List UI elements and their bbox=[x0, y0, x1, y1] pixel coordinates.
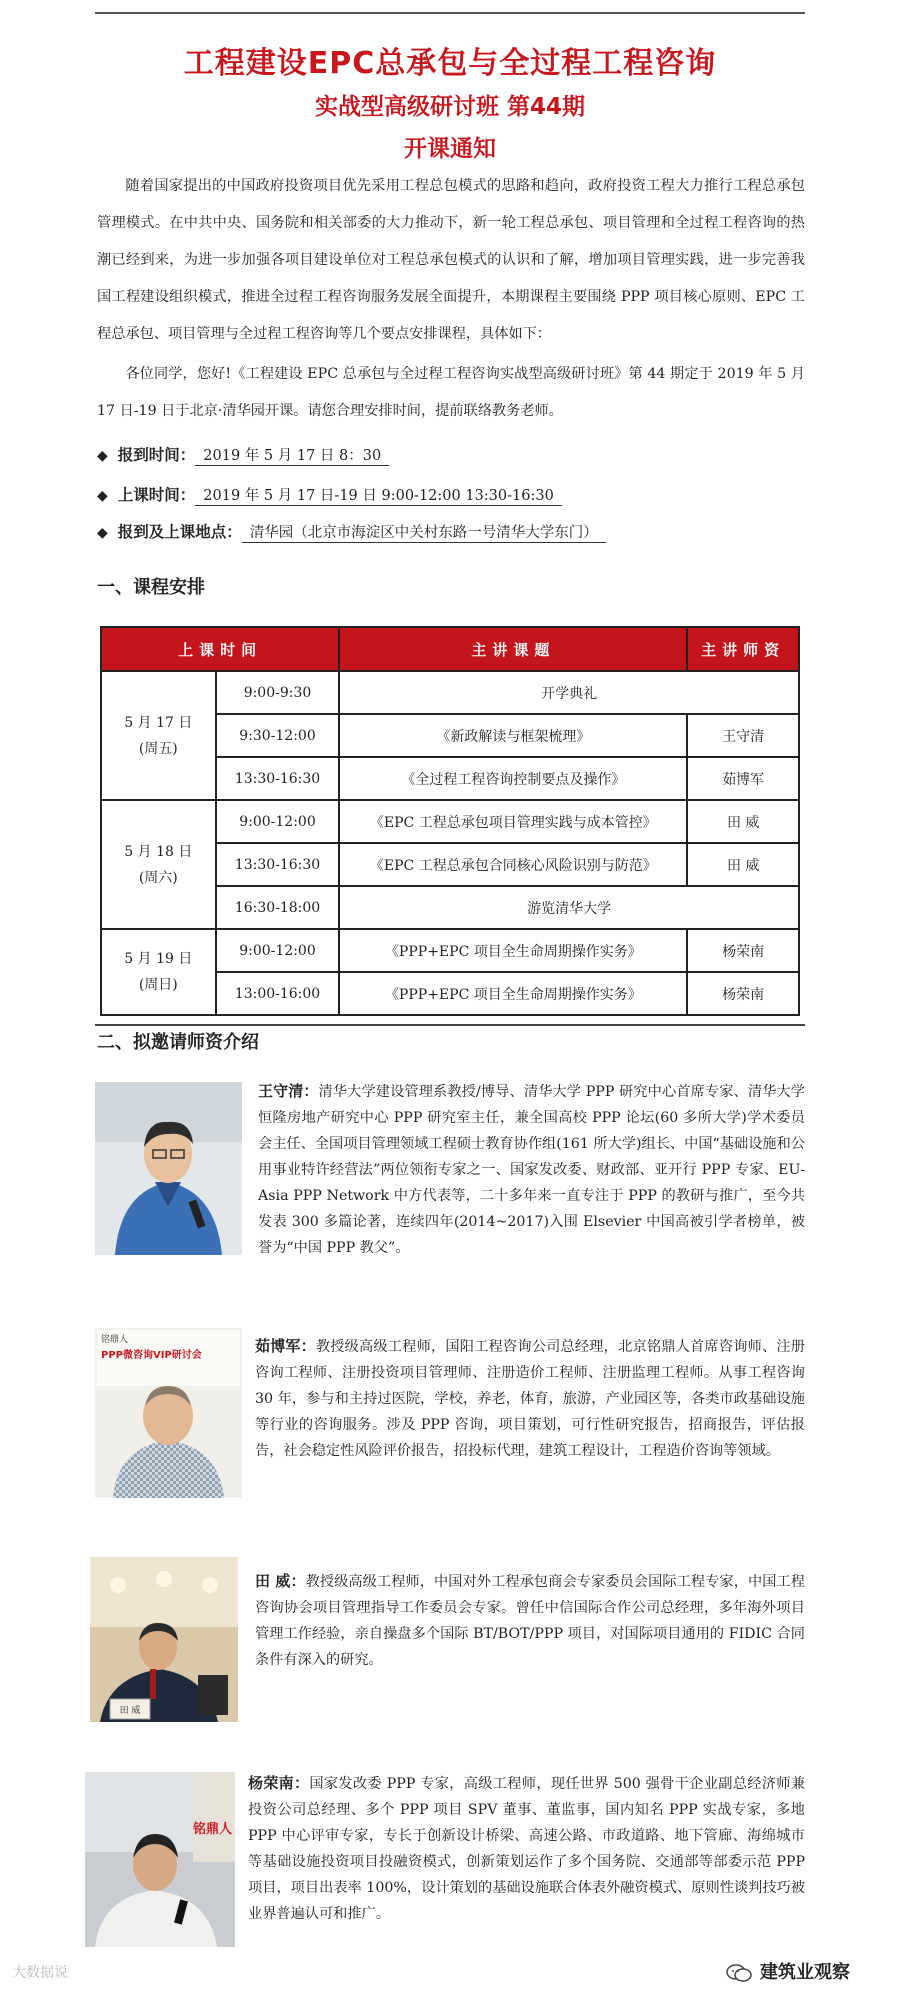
topic-cell: 《EPC 工程总承包合同核心风险识别与防范》 bbox=[339, 843, 687, 886]
header-topic: 主讲课题 bbox=[339, 627, 687, 671]
schedule-table bbox=[100, 626, 800, 1016]
bullet-value: 2019 年 5 月 17 日 8：30 bbox=[195, 448, 389, 466]
wechat-icon bbox=[726, 1964, 752, 1982]
teacher-cell: 杨荣南 bbox=[687, 972, 799, 1015]
time-cell: 13:00-16:00 bbox=[216, 972, 340, 1015]
teacher-name: 王守清： bbox=[258, 1082, 319, 1100]
topic-cell: 游览清华大学 bbox=[339, 886, 799, 929]
photo-sign: 铭鼎人 bbox=[193, 1822, 233, 1837]
day-cell bbox=[101, 800, 216, 929]
teacher-cell: 杨荣南 bbox=[687, 929, 799, 972]
teacher-photo-tian bbox=[90, 1557, 238, 1722]
teacher-bio-wang bbox=[258, 1078, 805, 1261]
teacher-name: 茹博军： bbox=[255, 1337, 316, 1355]
teacher-bio-tian bbox=[255, 1568, 805, 1673]
photo-sign-main: PPP微咨询VIP研讨会 bbox=[101, 1350, 202, 1361]
time-cell: 16:30-18:00 bbox=[216, 886, 340, 929]
account-name: 建筑业观察 bbox=[760, 1962, 850, 1983]
day-date: 5 月 18 日 bbox=[124, 843, 193, 860]
teacher-bio-text: 国家发改委 PPP 专家，高级工程师，现任世界 500 强骨干企业副总经济师兼投资公司总经理、多个 PPP 项目 SPV 董事、董监事，国内知名 PPP 实战专家，多地 PPP 中心评审专家，专长于创新设计桥梁、高速公路、市政道路、地下管廊、海绵城市等基础设施投资项目投融资模式，创新策划运作了多个国务院、交通部等部委示范 PPP 项目，项目出表率 100%，设计策划的基础设施联合体表外融资模式、原则性谈判技巧被业界普遍认可和推广。 bbox=[248, 1776, 805, 1922]
section-rule bbox=[95, 1024, 805, 1026]
page-subtitle: 实战型高级研讨班 第44期 bbox=[314, 94, 585, 120]
class-time-row bbox=[97, 483, 562, 505]
topic-cell: 《PPP+EPC 项目全生命周期操作实务》 bbox=[339, 929, 687, 972]
time-cell: 13:30-16:30 bbox=[216, 757, 340, 800]
diamond-icon: ◆ bbox=[97, 488, 108, 504]
teacher-bio-ru bbox=[255, 1333, 805, 1464]
teacher-name: 杨荣南： bbox=[248, 1774, 310, 1792]
teacher-bio-text: 教授级高级工程师，国阳工程咨询公司总经理，北京铭鼎人首席咨询师、注册咨询工程师、注册投资项目管理师、注册造价工程师、注册监理工程师。从事工程咨询 30 年，参与和主持过医院，学校，养老，体育，旅游，产业园区等，各类市政基础设施等行业的咨询服务。涉及 PPP 咨询，项目策划，可行性研究报告，招商报告，评估报告，社会稳定性风险评价报告，招投标代理，建筑工程设计，工程造价咨询等领域。 bbox=[255, 1339, 805, 1459]
topic-cell: 《EPC 工程总承包项目管理实践与成本管控》 bbox=[339, 800, 687, 843]
teacher-cell: 茹博军 bbox=[687, 757, 799, 800]
section-title-teachers: 二、拟邀请师资介绍 bbox=[97, 1032, 259, 1053]
watermark-left: 大数据说 bbox=[12, 1965, 68, 1981]
topic-cell: 《新政解读与框架梳理》 bbox=[339, 714, 687, 757]
bullet-label: 报到及上课地点： bbox=[117, 523, 242, 541]
table-header-row bbox=[101, 627, 799, 671]
time-cell: 9:00-12:00 bbox=[216, 800, 340, 843]
section-title-schedule: 一、课程安排 bbox=[97, 577, 205, 598]
bullet-value: 清华园（北京市海淀区中关村东路一号清华大学东门） bbox=[242, 525, 606, 543]
teacher-bio-text: 教授级高级工程师，中国对外工程承包商会专家委员会国际工程专家，中国工程咨询协会项目管理指导工作委员会专家。曾任中信国际合作公司总经理，多年海外项目管理工作经验，亲自操盘多个国际 BT/BOT/PPP 项目，对国际项目通用的 FIDIC 合同条件有深入的研究。 bbox=[255, 1574, 805, 1668]
topic-cell: 《PPP+EPC 项目全生命周期操作实务》 bbox=[339, 972, 687, 1015]
time-cell: 9:30-12:00 bbox=[216, 714, 340, 757]
greeting-paragraph: 各位同学，您好!《工程建设 EPC 总承包与全过程工程咨询实战型高级研讨班》第 44 期定于 2019 年 5 月 17 日-19 日于北京·清华园开课。请您合理安排时间，提前联络教务老师。 bbox=[97, 366, 805, 419]
header-teacher: 主讲师资 bbox=[687, 627, 799, 671]
day-weekday: (周五) bbox=[138, 740, 178, 757]
name-card: 田 威 bbox=[119, 1706, 141, 1716]
teacher-cell: 田 威 bbox=[687, 843, 799, 886]
day-cell bbox=[101, 929, 216, 1015]
teacher-photo-yang bbox=[85, 1772, 235, 1947]
bullet-label: 报到时间： bbox=[117, 446, 196, 464]
watermark-right bbox=[726, 1958, 850, 1984]
header-time: 上课时间 bbox=[101, 627, 339, 671]
day-cell bbox=[101, 671, 216, 800]
teacher-cell: 王守清 bbox=[687, 714, 799, 757]
teacher-cell: 田 威 bbox=[687, 800, 799, 843]
table-row bbox=[101, 671, 799, 714]
time-cell: 13:30-16:30 bbox=[216, 843, 340, 886]
table-row bbox=[101, 929, 799, 972]
topic-cell: 开学典礼 bbox=[339, 671, 799, 714]
day-date: 5 月 17 日 bbox=[124, 714, 193, 731]
checkin-time-row bbox=[97, 443, 389, 465]
table-row bbox=[101, 800, 799, 843]
day-date: 5 月 19 日 bbox=[124, 951, 193, 967]
location-row bbox=[97, 520, 606, 542]
intro-paragraph: 随着国家提出的中国政府投资项目优先采用工程总包模式的思路和趋向，政府投资工程大力推行工程总承包管理模式。在中共中央、国务院和相关部委的大力推动下，新一轮工程总承包、项目管理和全过程工程咨询的热潮已经到来，为进一步加强各项目建设单位对工程总承包模式的认识和了解，增加项目管理实践，进一步完善我国工程建设组织模式，推进全过程工程咨询服务发展全面提升，本期课程主要围绕 PPP 项目核心原则、EPC 工程总承包、项目管理与全过程工程咨询等几个要点安排课程，具体如下： bbox=[97, 178, 805, 342]
teacher-bio-yang bbox=[248, 1770, 805, 1927]
bullet-label: 上课时间： bbox=[117, 486, 196, 504]
photo-sign-small: 铭鼎人 bbox=[101, 1335, 129, 1345]
time-cell: 9:00-12:00 bbox=[216, 929, 340, 972]
teacher-bio-text: 清华大学建设管理系教授/博导、清华大学 PPP 研究中心首席专家、清华大学恒隆房地产研究中心 PPP 研究室主任，兼全国高校 PPP 论坛(60 多所大学)学术委员会主任、全国项目管理领域工程硕士教育协作组(161 所大学)组长、中国“基础设施和公用事业特许经营法”两位领衔专家之一、国家发改委、财政部、亚开行 PPP 专家、EU-Asia PPP Network 中方代表等，二十多年来一直专注于 PPP 的教研与推广，至今共发表 300 多篇论著，连续四年(2014~2017)入围 Elsevier 中国高被引学者榜单，被誉为“中国 PPP 教父”。 bbox=[258, 1084, 805, 1256]
top-rule bbox=[95, 12, 805, 14]
notice-title: 开课通知 bbox=[404, 136, 496, 162]
teacher-name: 田 威： bbox=[255, 1572, 306, 1590]
teacher-photo-wang bbox=[95, 1082, 242, 1255]
day-weekday: (周六) bbox=[138, 869, 178, 886]
teacher-photo-ru bbox=[95, 1328, 242, 1498]
page-title: 工程建设EPC总承包与全过程工程咨询 bbox=[183, 46, 717, 81]
day-weekday: (周日) bbox=[138, 977, 178, 993]
diamond-icon: ◆ bbox=[97, 448, 108, 464]
bullet-value: 2019 年 5 月 17 日-19 日 9:00-12:00 13:30-16:30 bbox=[195, 488, 562, 506]
diamond-icon: ◆ bbox=[97, 525, 108, 541]
topic-cell: 《全过程工程咨询控制要点及操作》 bbox=[339, 757, 687, 800]
time-cell: 9:00-9:30 bbox=[216, 671, 340, 714]
